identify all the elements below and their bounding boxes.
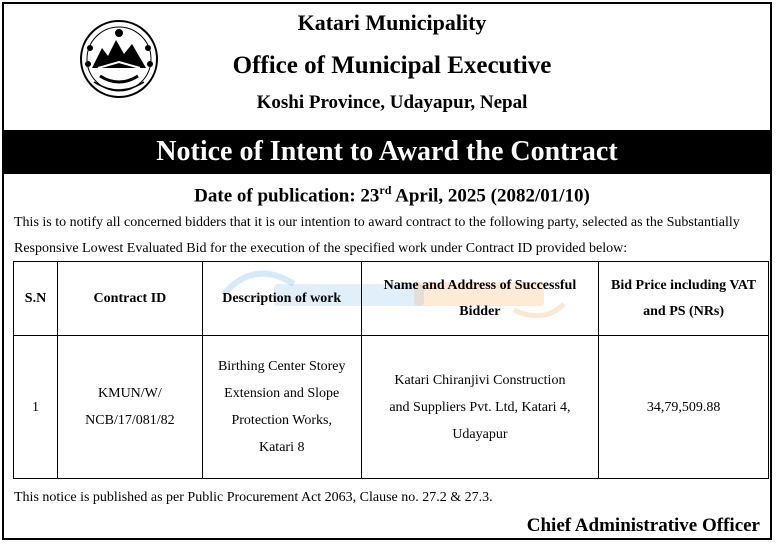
office-address: Koshi Province, Udayapur, Nepal <box>256 92 528 113</box>
col-header-bidder: Name and Address of Successful Bidder <box>361 262 599 336</box>
cell-description <box>202 336 361 479</box>
cell-sn: 1 <box>14 336 58 479</box>
col-header-description: Description of work <box>202 262 361 336</box>
publication-date: Date of publication: 23rd April, 2025 (2082/01/10) <box>194 183 590 207</box>
table-header-row <box>14 262 769 336</box>
description-line: Extension and Slope <box>224 386 340 401</box>
description-line: Katari 8 <box>258 440 305 455</box>
contract-id-line: KMUN/W/ <box>98 386 162 401</box>
table-row <box>14 336 769 479</box>
contract-id-line: NCB/17/081/82 <box>85 413 175 428</box>
notice-title: Notice of Intent to Award the Contract <box>4 130 770 174</box>
description-line: Birthing Center Storey <box>217 359 346 374</box>
intro-line: This is to notify all concerned bidders that it is our intention to award contract to the following party, selected as the Substantially <box>14 215 740 230</box>
award-table <box>13 261 769 479</box>
legal-footnote: This notice is published as per Public Procurement Act 2063, Clause no. 27.2 & 27.3. <box>14 490 493 505</box>
col-header-price: Bid Price including VAT and PS (NRs) <box>599 262 769 336</box>
signatory-title: Chief Administrative Officer <box>526 515 760 536</box>
bidder-line: and Suppliers Pvt. Ltd, Katari 4, <box>389 399 571 415</box>
cell-contract-id <box>57 336 202 479</box>
cell-bidder <box>361 336 599 479</box>
col-header-sn: S.N <box>14 262 58 336</box>
municipality-name: Katari Municipality <box>297 10 487 35</box>
intro-paragraph <box>14 210 774 262</box>
letterhead <box>4 4 770 128</box>
description-line: Protection Works, <box>231 413 332 428</box>
cell-price: 34,79,509.88 <box>599 336 769 479</box>
col-header-contract-id: Contract ID <box>57 262 202 336</box>
intro-line: Responsive Lowest Evaluated Bid for the execution of the specified work under Contract ID provided below: <box>14 241 628 256</box>
bidder-line: Katari Chiranjivi Construction <box>394 372 566 388</box>
office-name: Office of Municipal Executive <box>232 52 552 79</box>
bidder-line: Udayapur <box>452 426 508 442</box>
notice-frame <box>2 2 772 540</box>
